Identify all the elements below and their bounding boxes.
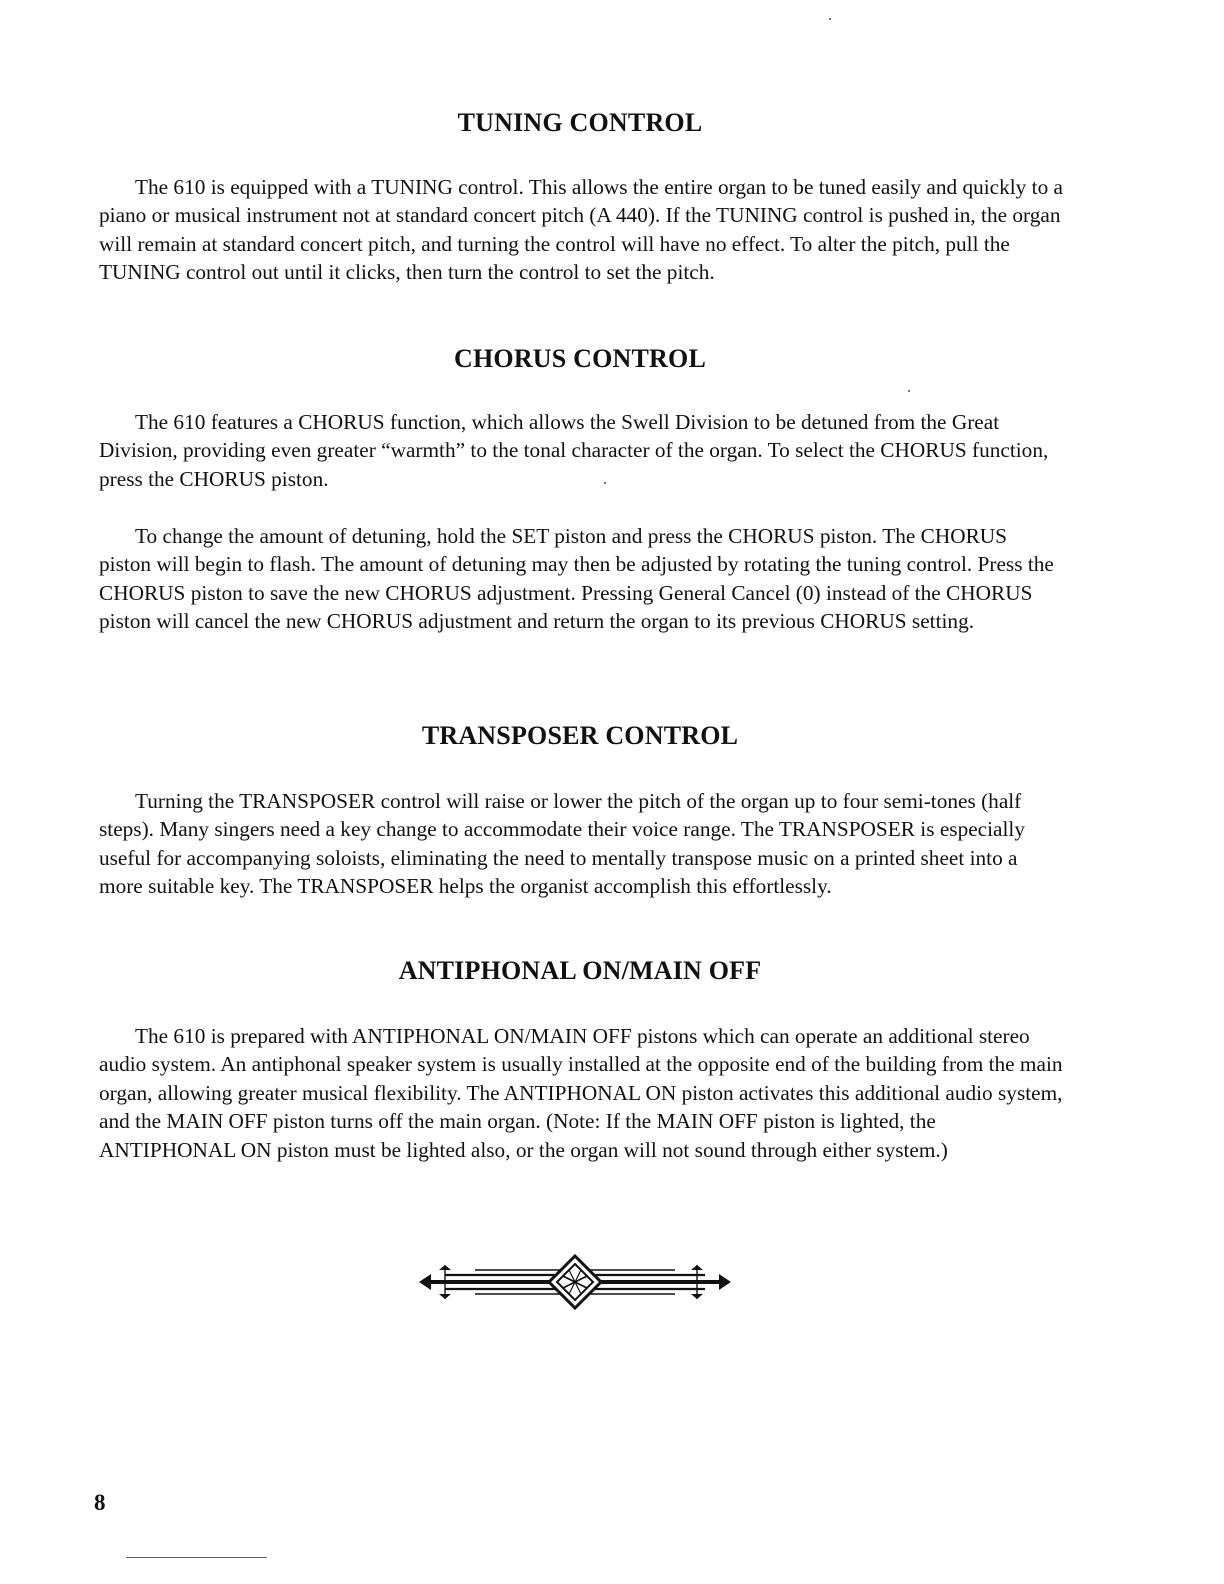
decorative-divider-icon (415, 1253, 735, 1311)
heading-antiphonal: ANTIPHONAL ON/MAIN OFF (398, 956, 762, 985)
scan-speck (829, 18, 831, 20)
paragraph-chorus-intro: The 610 features a CHORUS function, which allows the Swell Division to be detuned from the Great Division, providing even greater “warmth” to the tonal character of the organ. To select the CHORUS function, press the CHORUS piston. (99, 410, 1049, 491)
paragraph-transposer: Turning the TRANSPOSER control will raise or lower the pitch of the organ up to four semi-tones (half steps). Many singers need a key change to accommodate their voice range. The TRANSPOSER is especially useful for accompanying soloists, eliminating the need to mentally transpose music on a printed sheet into a more suitable key. The TRANSPOSER helps the organist accomplish this effortlessly. (99, 789, 1025, 899)
heading-transposer-control: TRANSPOSER CONTROL (421, 721, 739, 750)
paragraph-chorus-detuning: To change the amount of detuning, hold the SET piston and press the CHORUS piston. The CHORUS piston will begin to flash. The amount of detuning may then be adjusted by rotating the tuning control. Press the CHORUS piston to save the new CHORUS adjustment. Pressing General Cancel (0) instead of the CHORUS piston will cancel the new CHORUS adjustment and return the organ to its previous CHORUS setting. (99, 524, 1054, 634)
heading-tuning-control: TUNING CONTROL (457, 108, 703, 137)
bottom-rule (126, 1557, 267, 1558)
scan-speck (604, 482, 606, 484)
heading-chorus-control: CHORUS CONTROL (454, 344, 706, 373)
paragraph-tuning: The 610 is equipped with a TUNING control. This allows the entire organ to be tuned easily and quickly to a piano or musical instrument not at standard concert pitch (A 440). If the TUNING control is pushed in, the organ will remain at standard concert pitch, and turning the control will have no effect. To alter the pitch, pull the TUNING control out until it clicks, then turn the control to set the pitch. (99, 175, 1063, 285)
scan-speck (908, 390, 910, 392)
page-number: 8 (94, 1490, 106, 1515)
paragraph-antiphonal: The 610 is prepared with ANTIPHONAL ON/MAIN OFF pistons which can operate an additional stereo audio system. An antiphonal speaker system is usually installed at the opposite end of the building from the main organ, allowing greater musical flexibility. The ANTIPHONAL ON piston activates this additional audio system, and the MAIN OFF piston turns off the main organ. (Note: If the MAIN OFF piston is lighted, the ANTIPHONAL ON piston must be lighted also, or the organ will not sound through either system.) (99, 1024, 1063, 1162)
